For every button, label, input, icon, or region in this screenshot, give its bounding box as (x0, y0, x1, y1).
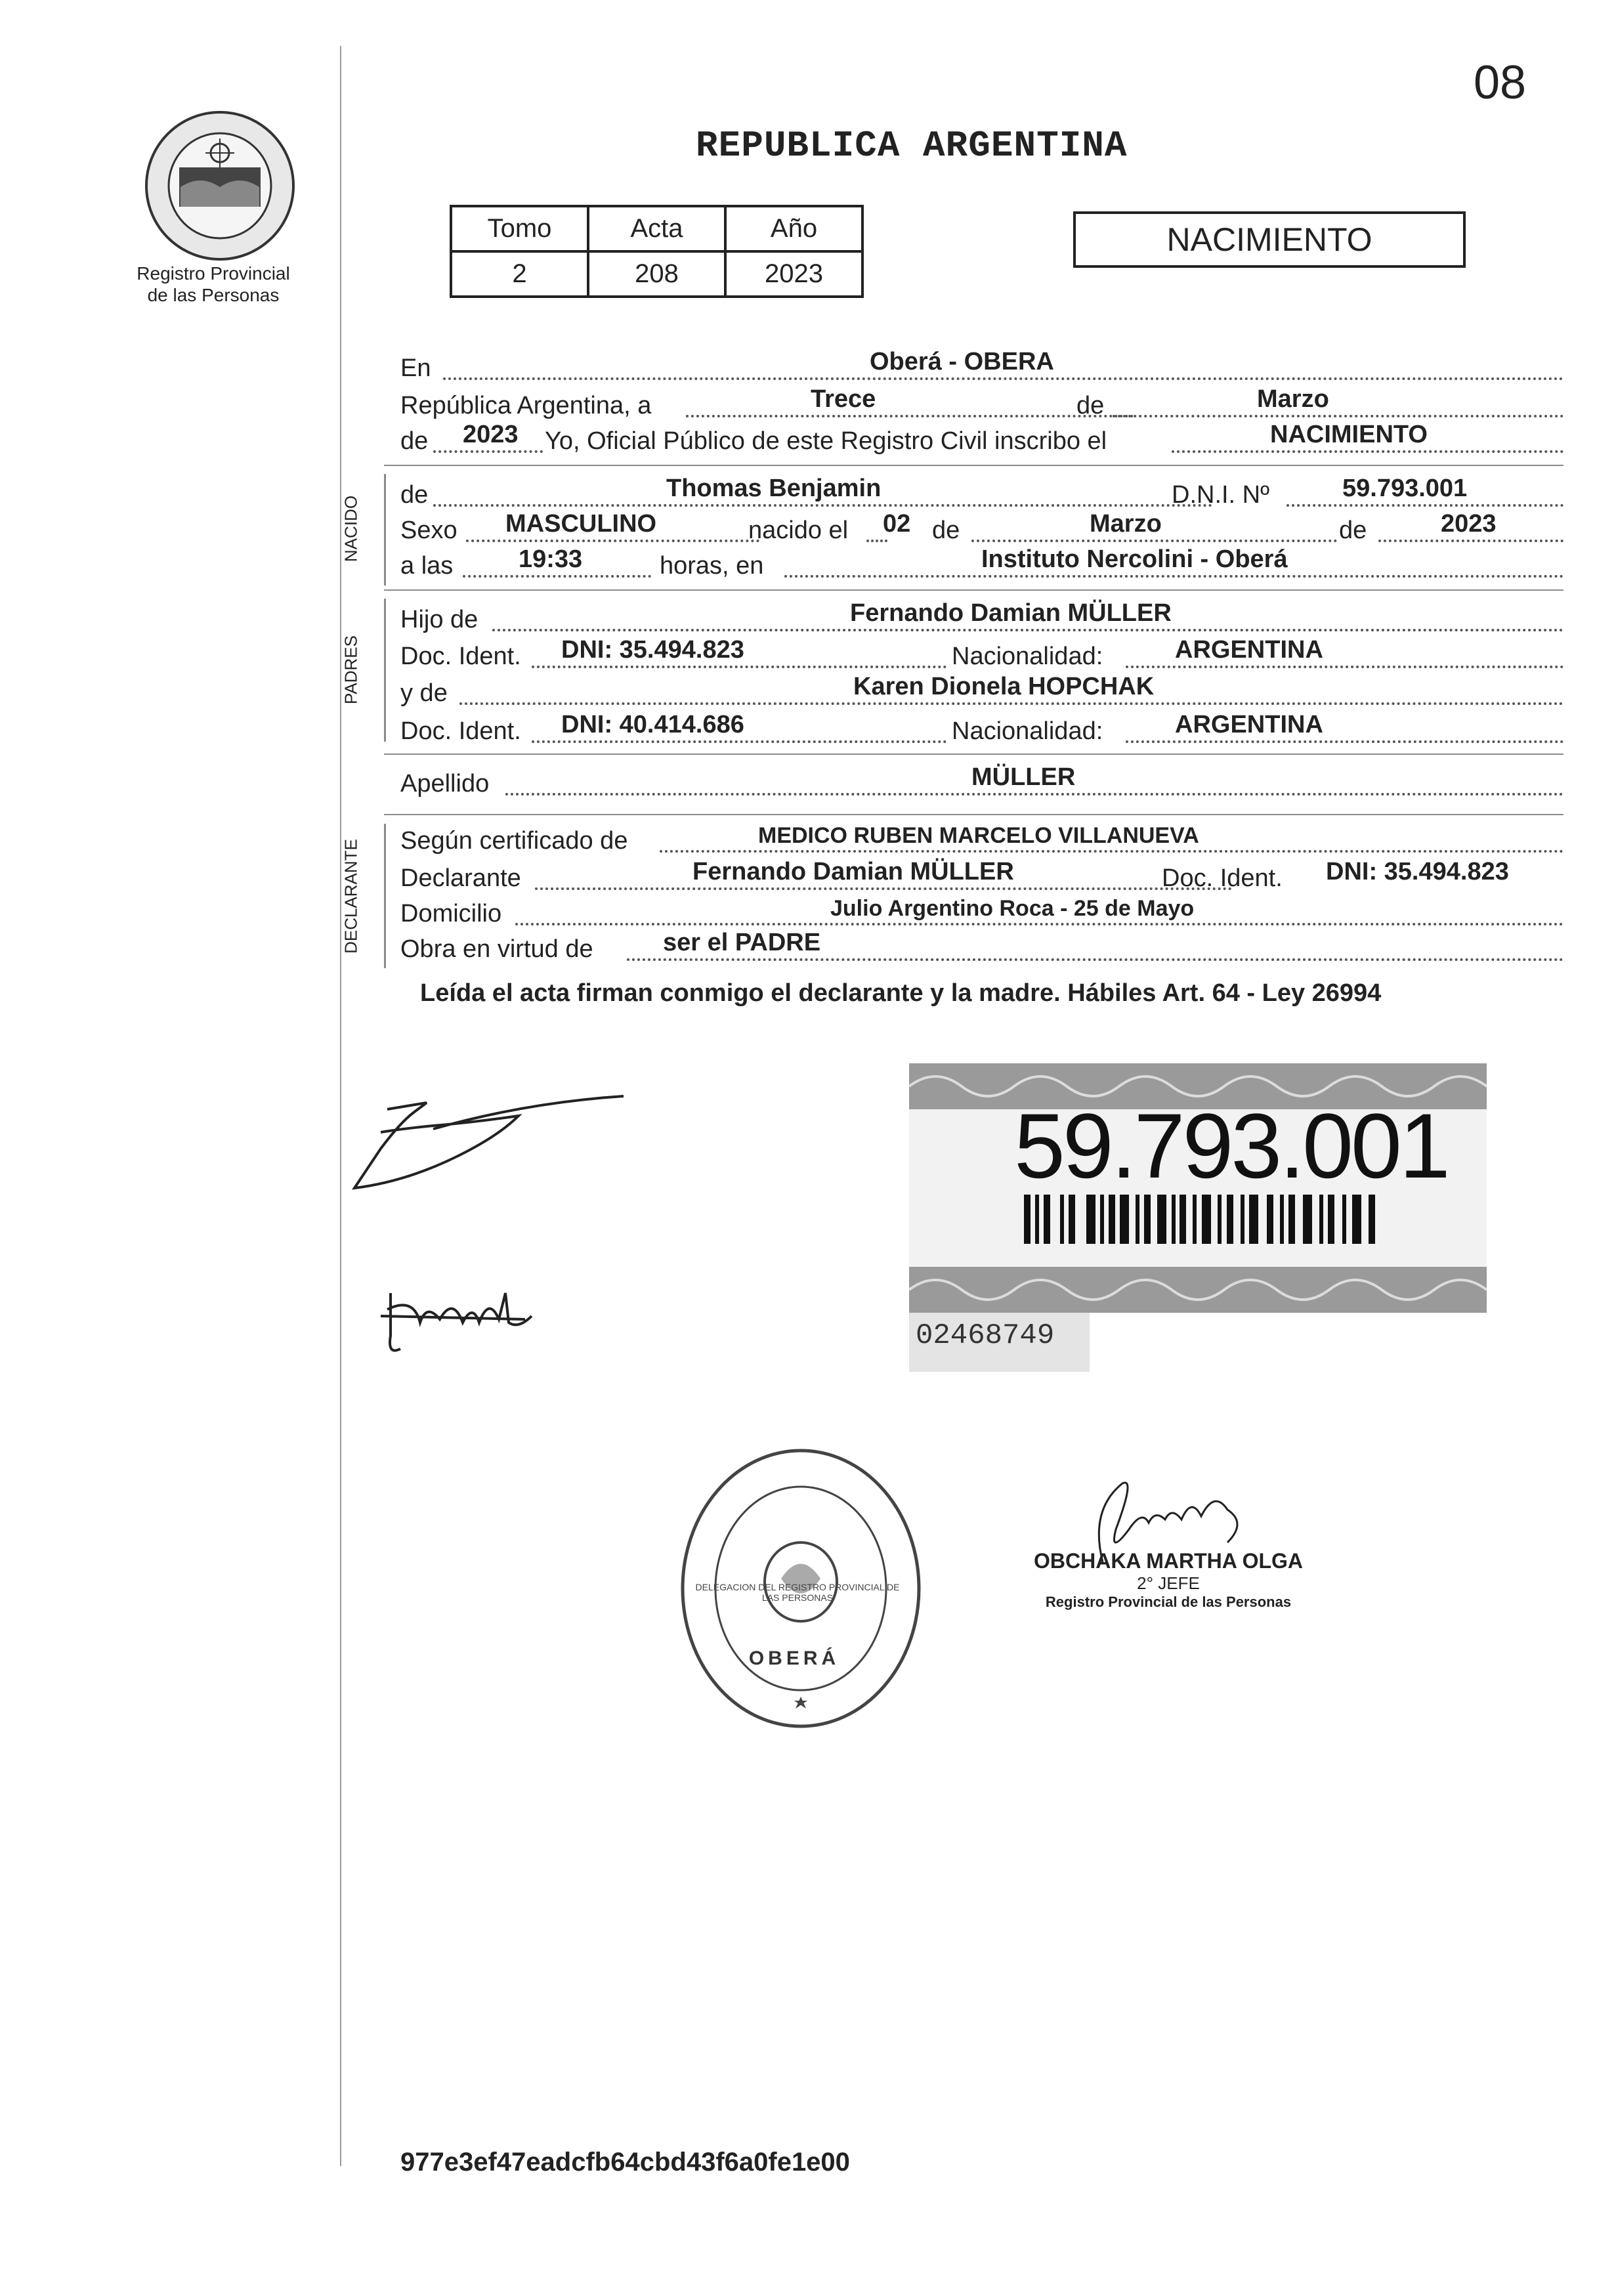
value-obra: ser el PADRE (663, 929, 821, 956)
side-label-declarante: DECLARANTE (341, 839, 361, 954)
header-tomo: Tomo (451, 206, 588, 251)
dotted-line (660, 850, 1563, 853)
dotted-line (1172, 450, 1563, 453)
value-sexo: MASCULINO (505, 510, 657, 538)
logo-caption-line1: Registro Provincial (137, 263, 290, 284)
section-bar (384, 824, 386, 968)
dotted-line (532, 740, 946, 743)
label-nacionalidad: Nacionalidad: (952, 643, 1103, 670)
value-father-nationality: ARGENTINA (1175, 636, 1323, 664)
dotted-line (686, 415, 1134, 417)
dotted-line (466, 540, 759, 542)
value-birth-month: Marzo (1090, 510, 1162, 538)
value-father-doc: DNI: 35.494.823 (561, 636, 744, 664)
dotted-line (784, 575, 1563, 578)
dotted-line (515, 923, 1563, 925)
row-obra (400, 929, 1563, 966)
label-de2: de (400, 427, 429, 455)
value-declarante: Fernando Damian MÜLLER (692, 858, 1014, 885)
official-name: OBCHAKA MARTHA OLGA (1033, 1549, 1304, 1573)
row-republica (400, 385, 1563, 423)
header-acta: Acta (588, 206, 725, 251)
section-divider (384, 814, 1563, 815)
side-label-padres: PADRES (341, 635, 361, 704)
official-signature-block (1014, 1549, 1323, 1611)
dotted-line (492, 629, 1563, 631)
logo-caption (128, 263, 299, 306)
dotted-line (1126, 666, 1563, 668)
dotted-line (532, 666, 946, 668)
value-declarante-doc: DNI: 35.494.823 (1326, 858, 1509, 885)
value-child-name: Thomas Benjamin (666, 475, 882, 502)
section-divider (384, 754, 1563, 755)
value-certificado: MEDICO RUBEN MARCELO VILLANUEVA (758, 823, 1199, 848)
label-de: de (932, 517, 960, 544)
stamp-ring-text: DELEGACION DEL REGISTRO PROVINCIAL DE LAS PERSONAS (695, 1582, 900, 1603)
section-divider (384, 465, 1563, 466)
label-doc-ident: Doc. Ident. (1162, 864, 1283, 892)
row-y-de (400, 673, 1563, 710)
dotted-line (866, 540, 887, 542)
dotted-line (1113, 415, 1563, 417)
stamp-city: OBERÁ (748, 1648, 840, 1669)
value-child-dni: 59.793.001 (1342, 475, 1468, 502)
official-org: Registro Provincial de las Personas (1045, 1594, 1292, 1610)
row-nacido-name (400, 475, 1563, 512)
label-certificado: Según certificado de (400, 827, 628, 855)
dotted-line (971, 540, 1337, 542)
dotted-line (459, 702, 1563, 705)
label-apellido: Apellido (400, 770, 490, 797)
province-coat-of-arms-logo (141, 108, 299, 263)
row-domicilio (400, 897, 1563, 931)
section-bar (384, 599, 386, 742)
dotted-line (535, 887, 1232, 890)
value-mother-doc: DNI: 40.414.686 (561, 711, 744, 738)
tomo-acta-ano-table (450, 205, 864, 298)
row-hora (400, 545, 1563, 583)
dotted-line (1378, 540, 1563, 542)
value-apellido: MÜLLER (971, 763, 1076, 791)
page-number: 08 (1474, 56, 1527, 109)
row-hijo-de (400, 599, 1563, 637)
dotted-line (433, 504, 1212, 507)
label-declarante: Declarante (400, 864, 521, 892)
row-certificado (400, 824, 1563, 858)
declarant-signature (341, 1083, 637, 1201)
label-horas: horas, en (660, 552, 764, 580)
value-en: Oberá - OBERA (870, 348, 1054, 375)
label-obra: Obra en virtud de (400, 935, 593, 963)
dotted-line (1126, 740, 1563, 743)
record-type-box: NACIMIENTO (1073, 211, 1466, 268)
dotted-line (505, 793, 1563, 796)
side-label-nacido: NACIDO (341, 495, 361, 563)
dotted-line (627, 958, 1563, 961)
label-yo: Yo, Oficial Público de este Registro Civil inscribo el (545, 427, 1107, 455)
document-title: REPUBLICA ARGENTINA (696, 125, 1128, 167)
dotted-line (443, 377, 1563, 380)
value-father-name: Fernando Damian MÜLLER (850, 599, 1172, 627)
row-mother-doc (400, 711, 1563, 748)
official-role: 2° JEFE (1137, 1573, 1200, 1593)
value-month: Marzo (1257, 385, 1329, 413)
label-dni: D.N.I. Nº (1172, 481, 1269, 509)
value-mother-nationality: ARGENTINA (1175, 711, 1323, 738)
label-hijo-de: Hijo de (400, 606, 478, 633)
value-mother-name: Karen Dionela HOPCHAK (853, 673, 1155, 700)
label-nacionalidad: Nacionalidad: (952, 717, 1103, 745)
label-republica: República Argentina, a (400, 392, 652, 419)
value-day: Trece (811, 385, 876, 413)
label-nacido-el: nacido el (748, 517, 849, 544)
label-domicilio: Domicilio (400, 900, 502, 927)
value-ano: 2023 (725, 251, 862, 297)
row-en (400, 348, 1563, 385)
value-acta: 208 (588, 251, 725, 297)
row-declarante (400, 858, 1563, 895)
sticker-dni-number: 59.793.001 (1014, 1094, 1448, 1197)
label-doc-ident: Doc. Ident. (400, 717, 521, 745)
row-father-doc (400, 636, 1563, 673)
label-de: de (400, 481, 429, 509)
label-y-de: y de (400, 679, 448, 707)
value-year: 2023 (463, 421, 519, 448)
dotted-line (433, 450, 543, 453)
row-year (400, 421, 1563, 458)
label-sexo: Sexo (400, 517, 457, 544)
value-birth-place: Instituto Nercolini - Oberá (981, 545, 1288, 573)
row-apellido (400, 763, 1563, 801)
label-de: de (1339, 517, 1367, 544)
row-sexo (400, 510, 1563, 547)
label-a-las: a las (400, 552, 454, 580)
value-birth-year: 2023 (1441, 510, 1497, 538)
document-hash: 977e3ef47eadcfb64cbd43f6a0fe1e00 (400, 2148, 850, 2177)
dotted-line (463, 575, 651, 578)
header-ano: Año (725, 206, 862, 251)
label-doc-ident: Doc. Ident. (400, 643, 521, 670)
sticker-serial: 02468749 (916, 1319, 1055, 1352)
mother-signature (374, 1283, 545, 1362)
dotted-line (1286, 504, 1563, 507)
value-birth-day: 02 (883, 510, 911, 538)
closing-statement: Leída el acta firman conmigo el declarante y la madre. Hábiles Art. 64 - Ley 26994 (420, 979, 1382, 1007)
section-bar (384, 474, 386, 585)
value-inscribo: NACIMIENTO (1270, 421, 1428, 448)
label-de: de (1076, 392, 1105, 419)
value-domicilio: Julio Argentino Roca - 25 de Mayo (830, 896, 1195, 921)
section-divider (384, 589, 1563, 591)
value-tomo: 2 (451, 251, 588, 297)
label-en: En (400, 354, 431, 382)
value-birth-time: 19:33 (519, 545, 583, 573)
logo-caption-line2: de las Personas (147, 285, 280, 305)
